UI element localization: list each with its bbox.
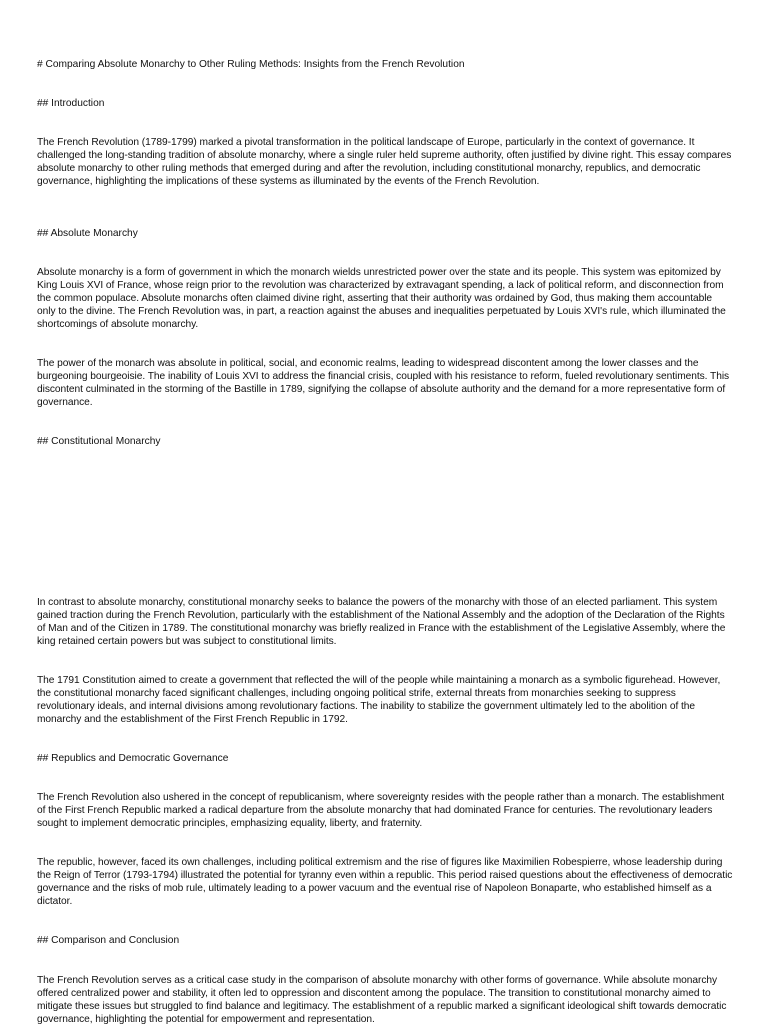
absolute-monarchy-paragraph-1: Absolute monarchy is a form of government in which the monarch wields unrestricted power over the state and its people. This system was epitomized by King Louis XVI of France, whose reign prior to the revolution was characterized by extravagant spending, a lack of political reform, and disconnection from the common populace. Absolute monarchs often claimed divine right, asserting that their authority was ordained by God, thus making them accountable only to the divine. The French Revolution was, in part, a reaction against the abuses and inequalities perpetuated by Louis XVI's rule, which illuminated the shortcomings of absolute monarchy. (37, 267, 726, 330)
introduction-paragraph-1: The French Revolution (1789-1799) marked a pivotal transformation in the political landscape of Europe, particularly in the context of governance. It challenged the long-standing tradition of absolute monarchy, where a single ruler held supreme authority, often justified by divine right. This essay compares absolute monarchy to other ruling methods that emerged during and after the revolution, including constitutional monarchy, republics, and democratic governance, highlighting the implications of these systems as illuminated by the events of the French Revolution. (37, 137, 732, 187)
section-heading-absolute-monarchy: ## Absolute Monarchy (37, 228, 138, 239)
document-title: # Comparing Absolute Monarchy to Other Ruling Methods: Insights from the French Revolution (37, 59, 465, 70)
section-heading-conclusion: ## Comparison and Conclusion (37, 935, 180, 946)
absolute-monarchy-paragraph-2: The power of the monarch was absolute in political, social, and economic realms, leading to widespread discontent among the lower classes and the burgeoning bourgeoisie. The inability of Louis XVI to address the financial crisis, coupled with his resistance to reform, fueled revolutionary sentiments. This discontent culminated in the storming of the Bastille in 1789, signifying the collapse of absolute authority and the demand for a more representative form of governance. (37, 358, 730, 408)
republics-paragraph-2: The republic, however, faced its own challenges, including political extremism and the rise of figures like Maximilien Robespierre, whose leadership during the Reign of Terror (1793-1794) illustrated the potential for tyranny even within a republic. This period raised questions about the effectiveness of democratic governance and the risks of mob rule, ultimately leading to a power vacuum and the eventual rise of Napoleon Bonaparte, who established himself as a dictator. (37, 857, 733, 907)
conclusion-paragraph-1: The French Revolution serves as a critical case study in the comparison of absolute monarchy with other forms of governance. While absolute monarchy offered centralized power and stability, it often led to oppression and discontent among the populace. The transition to constitutional monarchy aimed to mitigate these issues but struggled to find balance and legitimacy. The establishment of a republic marked a significant ideological shift towards democratic governance, highlighting the potential for empowerment and representation. (37, 975, 727, 1025)
section-heading-republics: ## Republics and Democratic Governance (37, 753, 229, 764)
section-heading-introduction: ## Introduction (37, 98, 105, 109)
constitutional-monarchy-paragraph-1: In contrast to absolute monarchy, constitutional monarchy seeks to balance the powers of the monarchy with those of an elected parliament. This system gained traction during the French Revolution, particularly with the establishment of the National Assembly and the adoption of the Declaration of the Rights of Man and of the Citizen in 1789. The constitutional monarchy was briefly realized in France with the establishment of the Legislative Assembly, where the king retained certain powers but was subject to constitutional limits. (37, 597, 726, 647)
constitutional-monarchy-paragraph-2: The 1791 Constitution aimed to create a government that reflected the will of the people while maintaining a monarch as a symbolic figurehead. However, the constitutional monarchy faced significant challenges, including ongoing political strife, external threats from monarchies seeking to suppress revolutionary ideals, and internal divisions among revolutionary factions. The inability to stabilize the government ultimately led to the abolition of the monarchy and the establishment of the First French Republic in 1792. (37, 675, 721, 725)
section-heading-constitutional-monarchy: ## Constitutional Monarchy (37, 436, 161, 447)
republics-paragraph-1: The French Revolution also ushered in the concept of republicanism, where sovereignty resides with the people rather than a monarch. The establishment of the First French Republic marked a radical departure from the absolute monarchy that had dominated France for centuries. The revolutionary leaders sought to implement democratic principles, emphasizing equality, liberty, and fraternity. (37, 792, 725, 829)
